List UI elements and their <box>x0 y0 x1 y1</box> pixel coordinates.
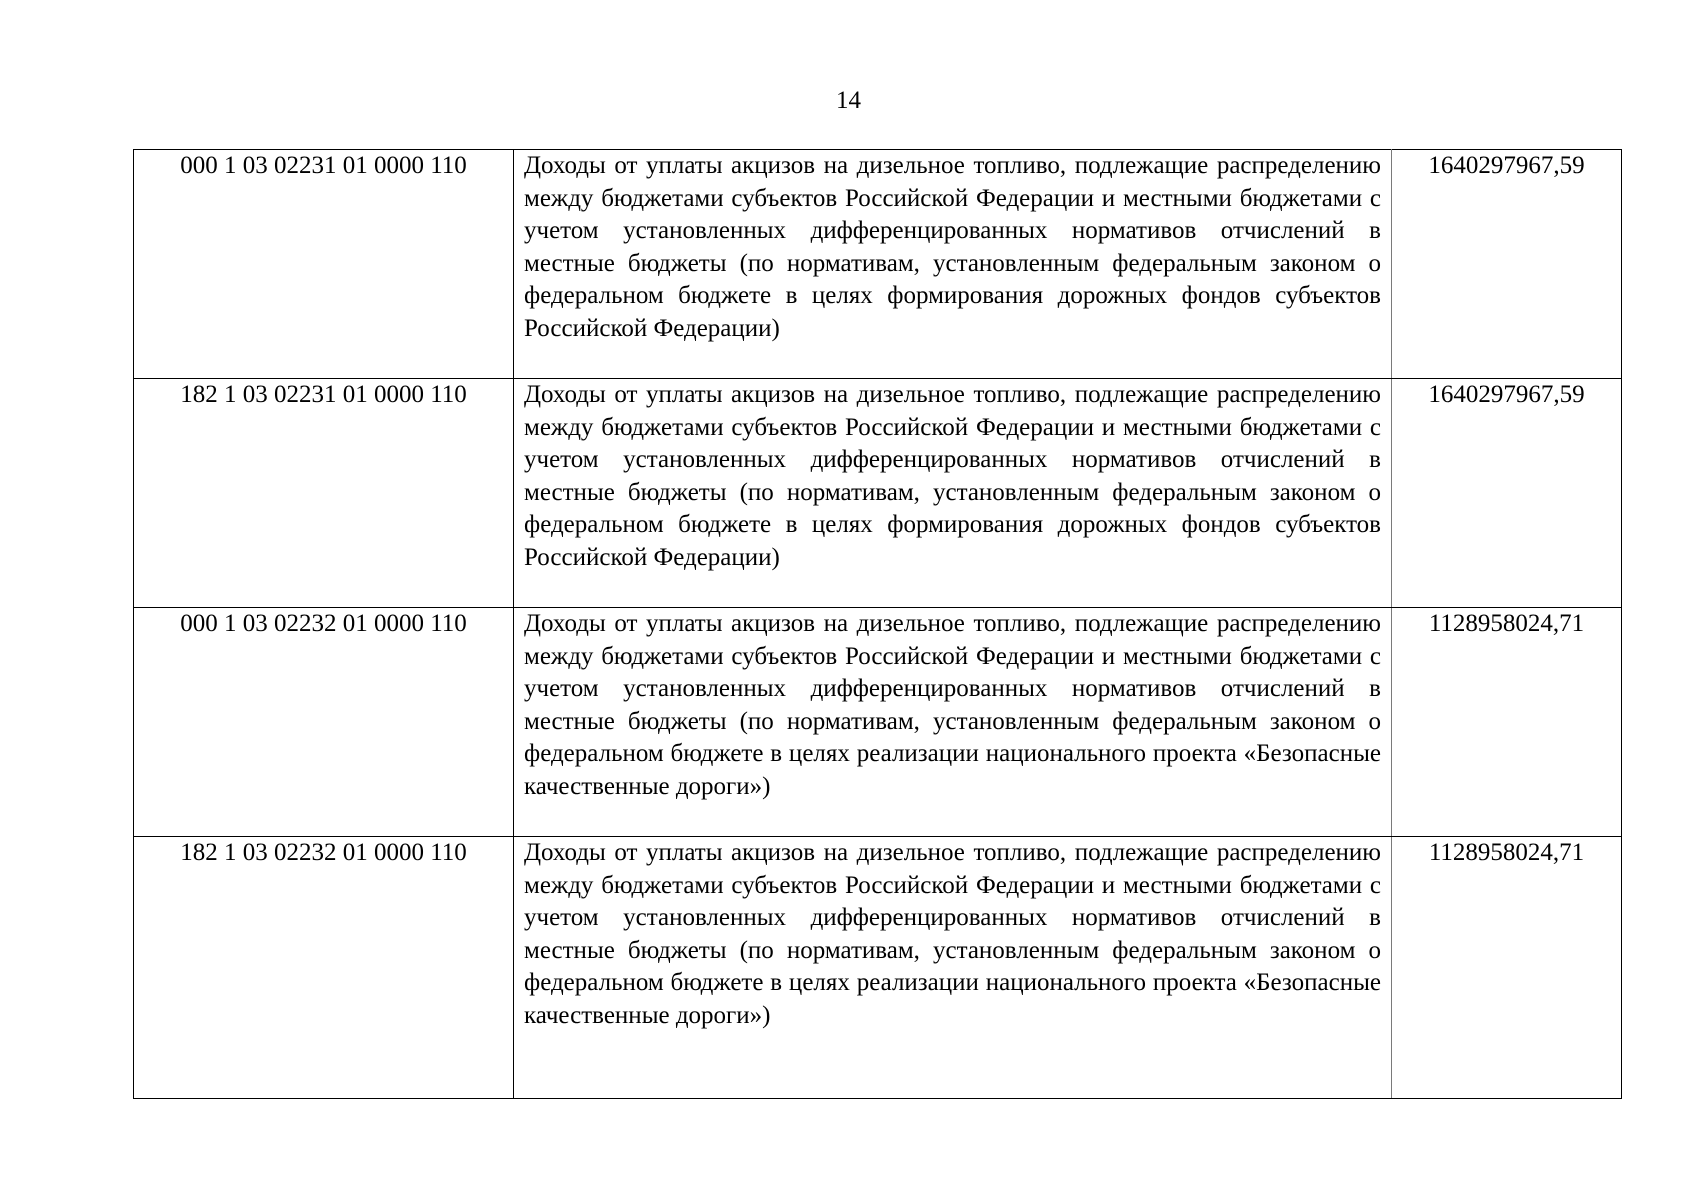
budget-classification-code: 000 1 03 02232 01 0000 110 <box>134 608 514 837</box>
revenue-amount: 1128958024,71 <box>1392 608 1622 837</box>
revenue-description: Доходы от уплаты акцизов на дизельное топливо, подлежащие распределению между бюджетами субъектов Российской Федерации и местными бюджетами с учетом установленных дифференцированных нормативов отчислений в местные бюджеты (по нормативам, установленным федеральным законом о федеральном бюджете в целях формирования дорожных фондов субъектов Российской Федерации) <box>514 150 1392 379</box>
revenue-table <box>133 149 1622 1099</box>
revenue-description: Доходы от уплаты акцизов на дизельное топливо, подлежащие распределению между бюджетами субъектов Российской Федерации и местными бюджетами с учетом установленных дифференцированных нормативов отчислений в местные бюджеты (по нормативам, установленным федеральным законом о федеральном бюджете в целях формирования дорожных фондов субъектов Российской Федерации) <box>514 379 1392 608</box>
budget-classification-code: 182 1 03 02231 01 0000 110 <box>134 379 514 608</box>
table-row <box>134 150 1622 379</box>
revenue-amount: 1640297967,59 <box>1392 379 1622 608</box>
table-row <box>134 379 1622 608</box>
revenue-amount: 1128958024,71 <box>1392 837 1622 1099</box>
revenue-description: Доходы от уплаты акцизов на дизельное топливо, подлежащие распределению между бюджетами субъектов Российской Федерации и местными бюджетами с учетом установленных дифференцированных нормативов отчислений в местные бюджеты (по нормативам, установленным федеральным законом о федеральном бюджете в целях реализации национального проекта «Безопасные качественные дороги») <box>514 837 1392 1099</box>
revenue-amount: 1640297967,59 <box>1392 150 1622 379</box>
table-row <box>134 837 1622 1099</box>
page-number: 14 <box>836 87 861 114</box>
table-row <box>134 608 1622 837</box>
budget-classification-code: 182 1 03 02232 01 0000 110 <box>134 837 514 1099</box>
budget-classification-code: 000 1 03 02231 01 0000 110 <box>134 150 514 379</box>
revenue-description: Доходы от уплаты акцизов на дизельное топливо, подлежащие распределению между бюджетами субъектов Российской Федерации и местными бюджетами с учетом установленных дифференцированных нормативов отчислений в местные бюджеты (по нормативам, установленным федеральным законом о федеральном бюджете в целях реализации национального проекта «Безопасные качественные дороги») <box>514 608 1392 837</box>
